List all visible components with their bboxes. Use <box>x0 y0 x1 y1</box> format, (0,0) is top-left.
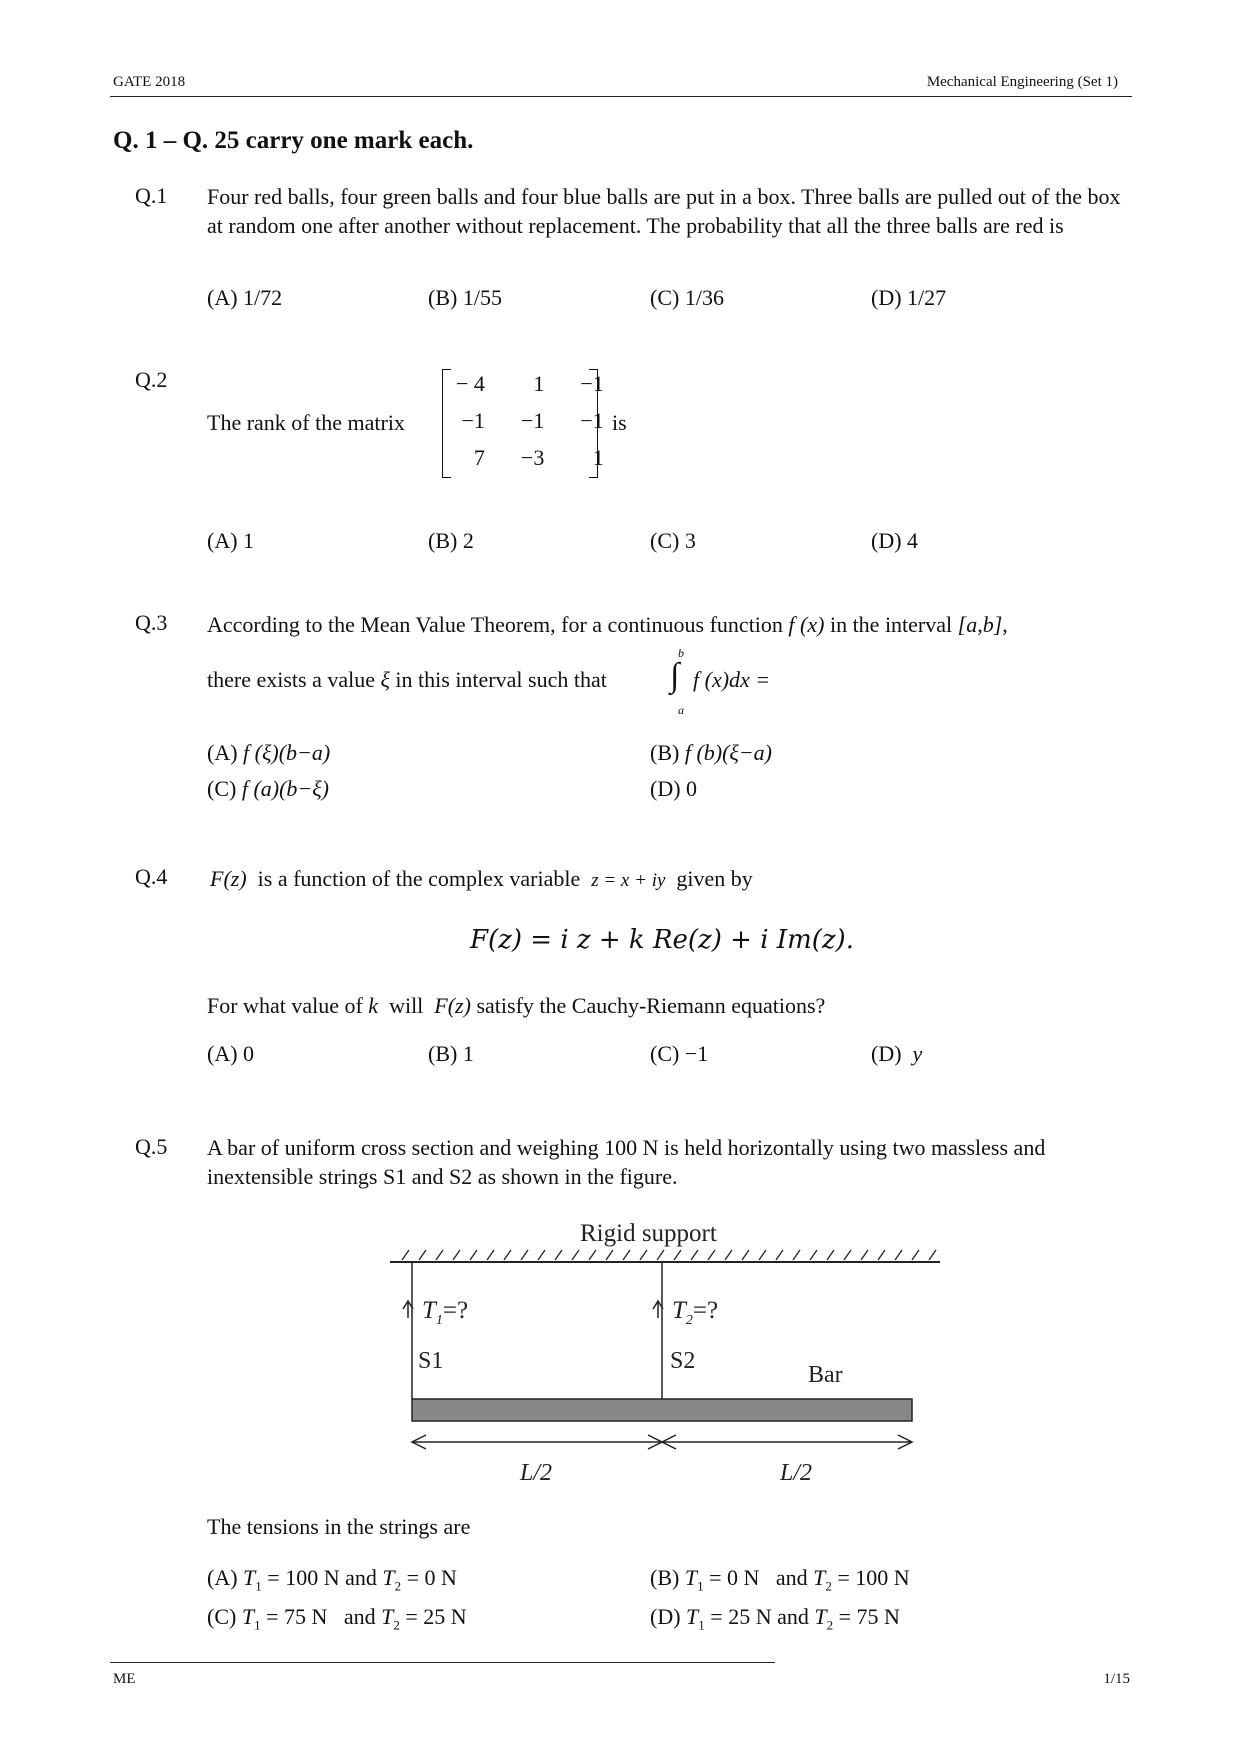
q3-interval: [a,b], <box>957 612 1008 637</box>
hatch-mark <box>589 1250 596 1260</box>
hatch-mark <box>572 1250 579 1260</box>
q3-number: Q.3 <box>135 610 168 635</box>
bar-label: Bar <box>808 1362 843 1388</box>
matrix-cell: −1 <box>580 407 604 433</box>
matrix-right-bracket <box>589 369 598 478</box>
dim-right-label: L/2 <box>780 1460 813 1486</box>
hatch-mark <box>657 1250 664 1260</box>
q4-equation: F(z) = i z + k Re(z) + i Im(z). <box>470 925 854 955</box>
q1-option-b: (B) 1/55 <box>428 285 502 310</box>
q2-suffix: is <box>612 410 627 435</box>
hatch-mark <box>521 1250 528 1260</box>
q1-option-d: (D) 1/27 <box>871 285 947 310</box>
q5-figure <box>380 1210 960 1490</box>
footer-rule <box>110 1662 775 1663</box>
hatch-mark <box>759 1250 766 1260</box>
q2-number: Q.2 <box>135 367 168 392</box>
matrix-cell: −1 <box>520 407 545 433</box>
q4-line2 <box>207 991 825 1020</box>
rigid-support-hatching <box>402 1250 936 1260</box>
hatch-mark <box>419 1250 426 1260</box>
q4-number: Q.4 <box>135 864 168 889</box>
hatch-mark <box>691 1250 698 1260</box>
footer-right: 1/15 <box>1103 1671 1130 1687</box>
q2-option-d: (D) 4 <box>871 528 919 553</box>
header-right: Mechanical Engineering (Set 1) <box>926 74 1118 90</box>
hatch-mark <box>623 1250 630 1260</box>
hatch-mark <box>538 1250 545 1260</box>
q4-line2-c: satisfy the Cauchy-Riemann equations? <box>476 993 826 1018</box>
matrix-cell: −1 <box>461 407 485 433</box>
rigid-support-label: Rigid support <box>580 1220 717 1247</box>
q5-stem: The tensions in the strings are <box>207 1514 471 1539</box>
header-left: GATE 2018 <box>113 74 186 90</box>
hatch-mark <box>606 1250 613 1260</box>
q3-function: f (x) <box>788 612 825 637</box>
integral-upper-limit: b <box>678 646 684 660</box>
q3-option-d: (D) 0 <box>650 776 698 801</box>
hatch-mark <box>470 1250 477 1260</box>
hatch-mark <box>810 1250 817 1260</box>
matrix-cell: − 4 <box>456 370 485 396</box>
q5-option-d: (D) $T_1 = 25$ N and $T_2 = 75$ N <box>650 1604 900 1633</box>
hatch-mark <box>725 1250 732 1260</box>
q2-prefix: The rank of the matrix <box>207 410 405 435</box>
matrix-cell: −1 <box>580 370 604 396</box>
q1-text: Four red balls, four green balls and four blue balls are put in a box. Three balls are pulled out of the box at random one after another without replacement. The probability that all the three balls are red is <box>207 184 1121 238</box>
integral-lower-limit: a <box>678 703 684 717</box>
hatch-mark <box>929 1250 936 1260</box>
matrix-cell: 1 <box>592 444 604 470</box>
q1-number: Q.1 <box>135 183 168 208</box>
q5-number: Q.5 <box>135 1134 168 1159</box>
q3-integrand: f (x)dx = <box>693 667 771 692</box>
q4-line1-b: given by <box>676 866 753 891</box>
q1-option-a: (A) 1/72 <box>207 285 283 310</box>
q5-text: A bar of uniform cross section and weighing 100 N is held horizontally using two massless and inextensible strings S1 and S2 as shown in the figure. <box>207 1135 1046 1189</box>
q4-line2-b: will <box>389 993 424 1018</box>
hatch-mark <box>453 1250 460 1260</box>
q3-line1-a: According to the Mean Value Theorem, for a continuous function <box>207 612 783 637</box>
hatch-mark <box>844 1250 851 1260</box>
q4-option-a: (A) 0 <box>207 1041 255 1066</box>
matrix-cell: 7 <box>473 444 485 470</box>
dim-left-label: L/2 <box>520 1460 553 1486</box>
section-title: Q. 1 – Q. 25 carry one mark each. <box>113 127 474 154</box>
hatch-mark <box>555 1250 562 1260</box>
q5-option-a: (A) $T_1 = 100$ N and $T_2 = 0$ N <box>207 1565 457 1594</box>
hatch-mark <box>912 1250 919 1260</box>
q3-line1 <box>207 610 1008 639</box>
q3-line2-b: in this interval such that <box>395 667 607 692</box>
q4-k: k <box>368 993 379 1018</box>
dimension-arrows <box>412 1435 912 1449</box>
hatch-mark <box>776 1250 783 1260</box>
hatch-mark <box>742 1250 749 1260</box>
bar <box>412 1399 912 1421</box>
q5-option-c: (C) $T_1 = 75$ N and $T_2 = 25$ N <box>207 1604 467 1633</box>
q1-option-c: (C) 1/36 <box>650 285 724 310</box>
s2-label: S2 <box>670 1348 696 1374</box>
hatch-mark <box>793 1250 800 1260</box>
hatch-mark <box>861 1250 868 1260</box>
hatch-mark <box>402 1250 409 1260</box>
hatch-mark <box>674 1250 681 1260</box>
matrix-cell: 1 <box>533 370 545 396</box>
q5-option-b: (B) $T_1 = 0$ N and $T_2 = 100$ N <box>650 1565 910 1594</box>
q4-line2-a: For what value of <box>207 993 363 1018</box>
matrix-cell: −3 <box>520 444 545 470</box>
q4-fz-2: F(z) <box>434 993 471 1018</box>
q3-line2-a: there exists a value <box>207 667 375 692</box>
q4-option-b: (B) 1 <box>428 1041 474 1066</box>
q3-line1-b: in the interval <box>829 612 953 637</box>
q2-option-a: (A) 1 <box>207 528 255 553</box>
footer-left: ME <box>113 1671 136 1687</box>
q3-option-c: (C) f (a)(b−ξ) <box>207 776 330 801</box>
hatch-mark <box>436 1250 443 1260</box>
q4-fz: F(z) <box>210 866 247 891</box>
t2-label: $T_2=$? <box>672 1297 719 1328</box>
q4-option-c: (C) −1 <box>650 1041 709 1066</box>
q4-line1-a: is a function of the complex variable <box>257 866 581 891</box>
hatch-mark <box>827 1250 834 1260</box>
header-rule <box>110 96 1132 97</box>
integral-sign: ∫ <box>670 657 680 694</box>
s1-label: S1 <box>418 1348 444 1374</box>
hatch-mark <box>708 1250 715 1260</box>
q3-xi: ξ <box>380 667 390 692</box>
q4-zdef: z = x + iy <box>591 870 666 891</box>
q3-line2 <box>207 665 607 694</box>
t1-label: $T_1=$? <box>422 1297 469 1328</box>
q3-option-a: (A) f (ξ)(b−a) <box>207 740 331 765</box>
q2-option-c: (C) 3 <box>650 528 696 553</box>
hatch-mark <box>895 1250 902 1260</box>
hatch-mark <box>640 1250 647 1260</box>
q4-option-d: (D) y <box>871 1041 923 1066</box>
q4-line1 <box>210 864 753 895</box>
hatch-mark <box>487 1250 494 1260</box>
hatch-mark <box>504 1250 511 1260</box>
q2-option-b: (B) 2 <box>428 528 474 553</box>
q3-option-b: (B) f (b)(ξ−a) <box>650 740 773 765</box>
hatch-mark <box>878 1250 885 1260</box>
